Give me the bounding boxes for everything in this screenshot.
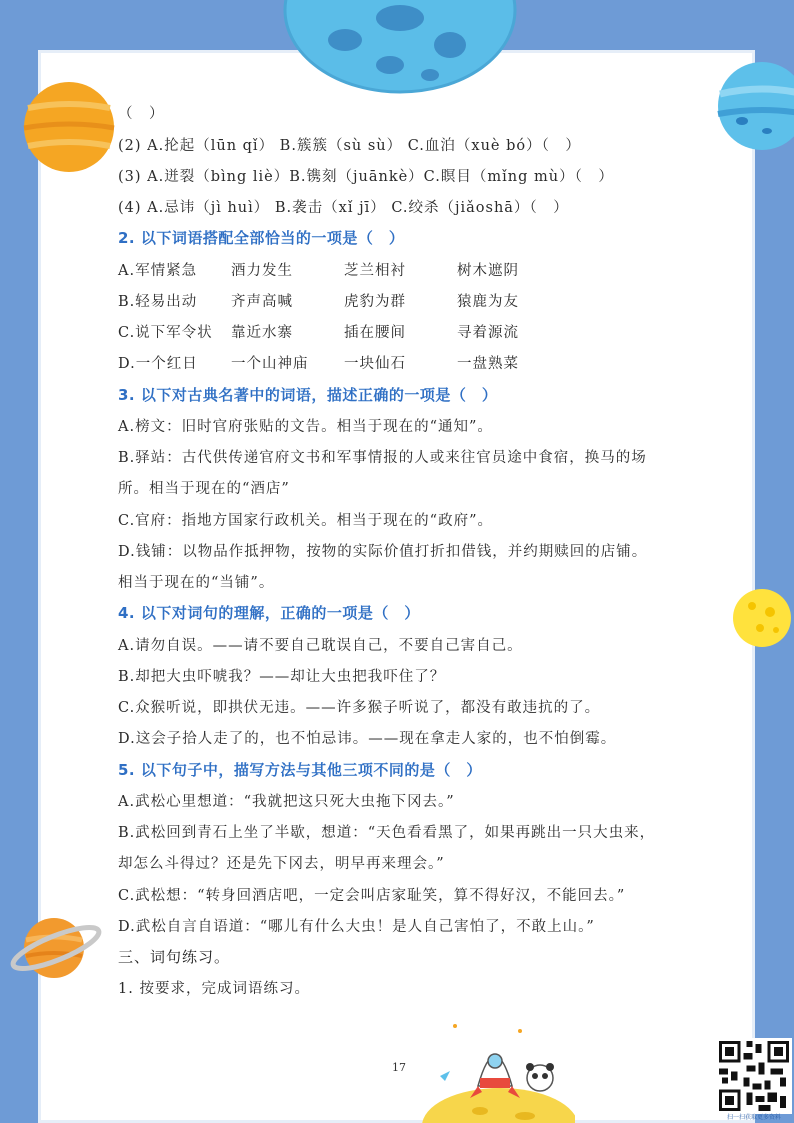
question-2-row-b [118, 290, 570, 311]
option-cell: 猿鹿为友 [457, 294, 519, 310]
option-cell: 一个山神庙 [231, 356, 309, 372]
option-cell: 芝兰相衬 [344, 263, 406, 279]
option-cell: 酒力发生 [231, 263, 293, 279]
option-cell: 树木遮阴 [457, 263, 519, 279]
question-4-option-b: B.却把大虫吓唬我？——却让大虫把我吓住了？ [118, 669, 446, 685]
pinyin-option-3: (3) A.迸裂（bìng liè）B.镌刻（juānkè）C.瞑目（mǐng mù）（ ） [118, 169, 614, 185]
ringed-planet [10, 898, 106, 998]
option-cell: C.说下军令状 [118, 325, 213, 341]
question-2-row-a [118, 259, 570, 280]
question-4-title: 4. 以下对词句的理解，正确的一项是（ ） [118, 604, 420, 622]
section-3-heading: 三、词句练习。 [118, 948, 231, 966]
question-2-row-d [118, 352, 570, 373]
option-cell: 寻着源流 [457, 325, 519, 341]
top-moon-planet [280, 0, 520, 95]
question-2-row-c [118, 321, 570, 342]
question-5-option-a: A.武松心里想道：“我就把这只死大虫拖下冈去。” [118, 794, 455, 810]
question-3-option-b: B.驿站：古代供传递官府文书和军事情报的人或来往官员途中食宿，换马的场 [118, 450, 647, 466]
answer-blank-line: （ ） [118, 106, 165, 122]
option-cell: B.轻易出动 [118, 294, 198, 310]
option-cell: D.一个红日 [118, 356, 198, 372]
question-4-option-d: D.这会子拾人走了的，也不怕忌讳。——现在拿走人家的，也不怕倒霉。 [118, 731, 617, 747]
pinyin-option-2: (2) A.抡起（lūn qǐ） B.簇簇（sù sù） C.血泊（xuè bó）（ ） [118, 138, 581, 154]
option-cell: 一块仙石 [344, 356, 406, 372]
option-cell: 一盘熟菜 [457, 356, 519, 372]
question-3-option-d: D.钱铺：以物品作抵押物，按物的实际价值打折扣借钱，并约期赎回的店铺。 [118, 544, 648, 560]
page-number: 17 [392, 1061, 406, 1074]
question-5-title: 5. 以下句子中，描写方法与其他三项不同的是（ ） [118, 761, 482, 779]
blue-striped-planet [712, 56, 794, 156]
question-3-option-a: A.榜文：旧时官府张贴的文告。相当于现在的“通知”。 [118, 419, 493, 435]
qr-code-icon[interactable] [716, 1038, 792, 1114]
rocket-panda-illustration [420, 1016, 575, 1123]
question-3-option-c: C.官府：指地方国家行政机关。相当于现在的“政府”。 [118, 513, 494, 529]
question-4-option-a: A.请勿自误。——请不要自己耽误自己，不要自己害自己。 [118, 638, 523, 654]
question-3-option-d-cont: 相当于现在的“当铺”。 [118, 575, 275, 591]
task-1-instruction: 1. 按要求，完成词语练习。 [118, 981, 310, 997]
pinyin-option-4: (4) A.忌讳（jì huì） B.袭击（xǐ jī） C.绞杀（jiǎoshā）（ ） [118, 200, 569, 216]
option-cell: A.军情紧急 [118, 263, 198, 279]
question-4-option-c: C.众猴听说，即拱伏无违。——许多猴子听说了，都没有敢违抗的了。 [118, 700, 601, 716]
question-5-option-c: C.武松想：“转身回酒店吧，一定会叫店家耻笑，算不得好汉，不能回去。” [118, 888, 626, 904]
option-cell: 靠近水寨 [231, 325, 293, 341]
option-cell: 插在腰间 [344, 325, 406, 341]
question-5-option-d: D.武松自言自语道：“哪儿有什么大虫！是人自己害怕了，不敢上山。” [118, 919, 595, 935]
question-3-option-b-cont: 所。相当于现在的“酒店” [118, 481, 290, 497]
yellow-moon-planet [730, 586, 794, 650]
option-cell: 齐声高喊 [231, 294, 293, 310]
option-cell: 虎豹为群 [344, 294, 406, 310]
question-3-title: 3. 以下对古典名著中的词语，描述正确的一项是（ ） [118, 386, 498, 404]
question-5-option-b: B.武松回到青石上坐了半歇，想道：“天色看看黑了，如果再跳出一只大虫来， [118, 825, 656, 841]
question-5-option-b-cont: 却怎么斗得过？还是先下冈去，明早再来理会。” [118, 856, 445, 872]
question-2-title: 2. 以下词语搭配全部恰当的一项是（ ） [118, 229, 405, 247]
orange-planet [20, 78, 118, 176]
qr-caption: 扫一扫获取更多资料 [726, 1114, 781, 1121]
